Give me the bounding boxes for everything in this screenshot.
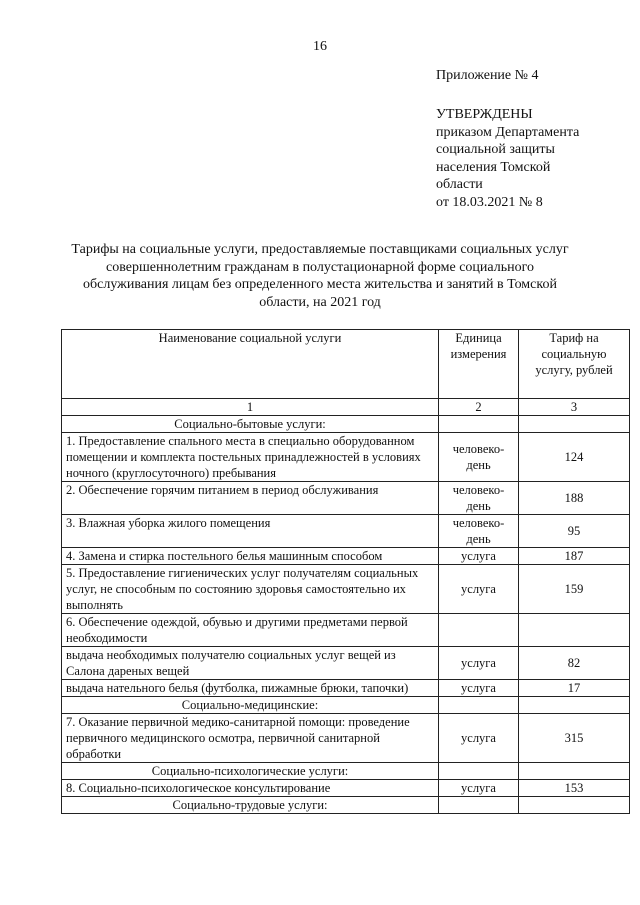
- service-tariff: 153: [519, 780, 630, 797]
- tariff-table: [61, 329, 630, 814]
- section-title: Социально-бытовые услуги:: [62, 416, 439, 433]
- approval-line: от 18.03.2021 № 8: [436, 194, 543, 210]
- service-name: 6. Обеспечение одеждой, обувью и другими предметами первой необходимости: [62, 614, 439, 647]
- approval-heading: УТВЕРЖДЕНЫ: [436, 107, 533, 122]
- service-tariff: 95: [519, 515, 630, 548]
- section-title: Социально-медицинские:: [62, 697, 439, 714]
- service-tariff: 124: [519, 433, 630, 482]
- section-title: Социально-трудовые услуги:: [62, 797, 439, 814]
- table-row: [62, 433, 630, 482]
- service-name: 7. Оказание первичной медико-санитарной помощи: проведение первичного медицинского осмотра, первичной санитарной обработки: [62, 714, 439, 763]
- service-tariff: 187: [519, 548, 630, 565]
- table-row: [62, 647, 630, 680]
- approval-line: социальной защиты: [436, 142, 555, 157]
- service-tariff: 17: [519, 680, 630, 697]
- service-tariff: 315: [519, 714, 630, 763]
- header-tariff: Тариф на социальную услугу, рублей: [519, 330, 630, 399]
- service-unit: услуга: [439, 680, 519, 697]
- service-unit: услуга: [439, 780, 519, 797]
- column-number: 3: [519, 399, 630, 416]
- header-unit: Единица измерения: [439, 330, 519, 399]
- service-name: 8. Социально-психологическое консультирование: [62, 780, 439, 797]
- table-row: [62, 515, 630, 548]
- service-name: 3. Влажная уборка жилого помещения: [62, 515, 439, 548]
- title-line: совершеннолетним гражданам в полустационарной форме социального: [106, 259, 534, 275]
- service-unit: услуга: [439, 565, 519, 614]
- table-row: [62, 780, 630, 797]
- approval-line: области: [436, 177, 483, 192]
- table-row: [62, 680, 630, 697]
- service-name: выдача необходимых получателю социальных услуг вещей из Салона дареных вещей: [62, 647, 439, 680]
- service-unit: услуга: [439, 548, 519, 565]
- service-name: 5. Предоставление гигиенических услуг получателям социальных услуг, не способным по состоянию здоровья самостоятельно их выполнять: [62, 565, 439, 614]
- service-unit: [439, 614, 519, 647]
- approval-line: населения Томской: [436, 159, 551, 175]
- column-number-row: [62, 399, 630, 416]
- section-row: [62, 797, 630, 814]
- title-line: области, на 2021 год: [259, 294, 381, 310]
- table-row: [62, 548, 630, 565]
- service-unit: человеко-день: [439, 482, 519, 515]
- service-unit: услуга: [439, 714, 519, 763]
- service-tariff: 82: [519, 647, 630, 680]
- table-header-row: [62, 330, 630, 399]
- table-row: [62, 482, 630, 515]
- service-name: выдача нательного белья (футболка, пижамные брюки, тапочки): [62, 680, 439, 697]
- table-row: [62, 714, 630, 763]
- service-unit: человеко-день: [439, 433, 519, 482]
- service-unit: услуга: [439, 647, 519, 680]
- column-number: 2: [439, 399, 519, 416]
- service-name: 4. Замена и стирка постельного белья машинным способом: [62, 548, 439, 565]
- service-name: 1. Предоставление спального места в специально оборудованном помещении и комплекта постельных принадлежностей в условиях ночного (круглосуточного) пребывания: [62, 433, 439, 482]
- section-row: [62, 416, 630, 433]
- service-unit: человеко-день: [439, 515, 519, 548]
- document-title: [50, 241, 590, 311]
- section-title: Социально-психологические услуги:: [62, 763, 439, 780]
- table-row: [62, 614, 630, 647]
- appendix-label: Приложение № 4: [436, 68, 539, 83]
- page-number: 16: [313, 39, 327, 54]
- title-line: Тарифы на социальные услуги, предоставляемые поставщиками социальных услуг: [71, 242, 569, 257]
- service-tariff: [519, 614, 630, 647]
- section-row: [62, 697, 630, 714]
- service-tariff: 188: [519, 482, 630, 515]
- title-line: обслуживания лицам без определенного места жительства и занятий в Томской: [83, 277, 557, 292]
- column-number: 1: [62, 399, 439, 416]
- table-row: [62, 565, 630, 614]
- approval-block: [436, 106, 579, 211]
- service-name: 2. Обеспечение горячим питанием в период обслуживания: [62, 482, 439, 515]
- header-service-name: Наименование социальной услуги: [62, 330, 439, 399]
- service-tariff: 159: [519, 565, 630, 614]
- approval-line: приказом Департамента: [436, 124, 580, 140]
- section-row: [62, 763, 630, 780]
